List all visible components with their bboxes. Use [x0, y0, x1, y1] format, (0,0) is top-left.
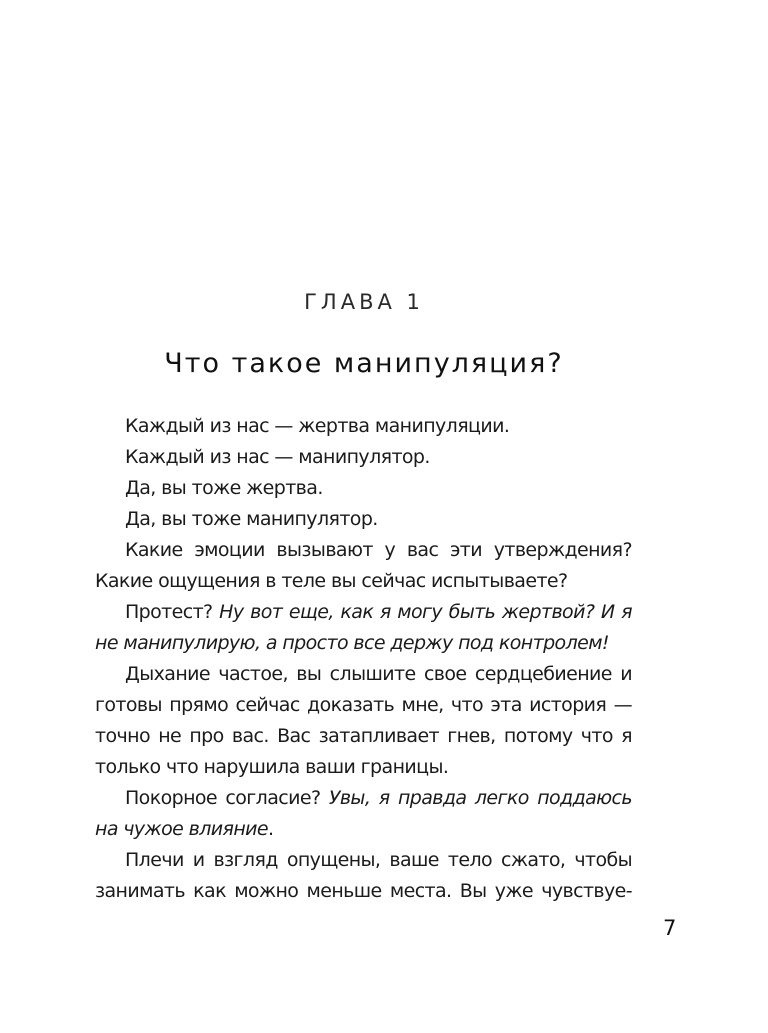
- chapter-label: ГЛАВА 1: [304, 290, 424, 314]
- paragraph: Дыхание частое, вы слышите свое сердцебиение и готовы прямо сейчас доказать мне, что эта история — точно не про вас. Вас затапливает гнев, потому что я только что нарушила ваши границы.: [95, 663, 632, 778]
- paragraph: Да, вы тоже манипулятор.: [125, 508, 378, 530]
- paragraph: Какие эмоции вызывают у вас эти утверждения? Какие ощущения в теле вы сейчас испытываете?: [95, 539, 632, 592]
- paragraph: Каждый из нас — манипулятор.: [125, 446, 430, 468]
- paragraph: Да, вы тоже жертва.: [125, 477, 323, 499]
- chapter-title: Что такое манипуляция?: [164, 348, 564, 379]
- paragraph: [95, 783, 632, 845]
- paragraph-tail: .: [268, 818, 274, 840]
- paragraph-lead: Покорное согласие?: [125, 787, 329, 809]
- paragraph: Каждый из нас — жертва манипуляции.: [125, 415, 510, 437]
- body-text: [95, 411, 632, 907]
- paragraph: [95, 597, 632, 659]
- page-number: 7: [663, 916, 677, 940]
- paragraph: Плечи и взгляд опущены, ваше тело сжато, чтобы занимать как можно меньше места. Вы уже чувствуе-: [95, 849, 632, 902]
- paragraph-italic: Ну вот еще, как я могу быть жертвой? И я не манипулирую, а просто все держу под контролем!: [95, 601, 633, 654]
- paragraph-italic: Увы, я правда легко поддаюсь на чужое влияние: [95, 787, 632, 840]
- paragraph-lead: Протест?: [125, 601, 220, 623]
